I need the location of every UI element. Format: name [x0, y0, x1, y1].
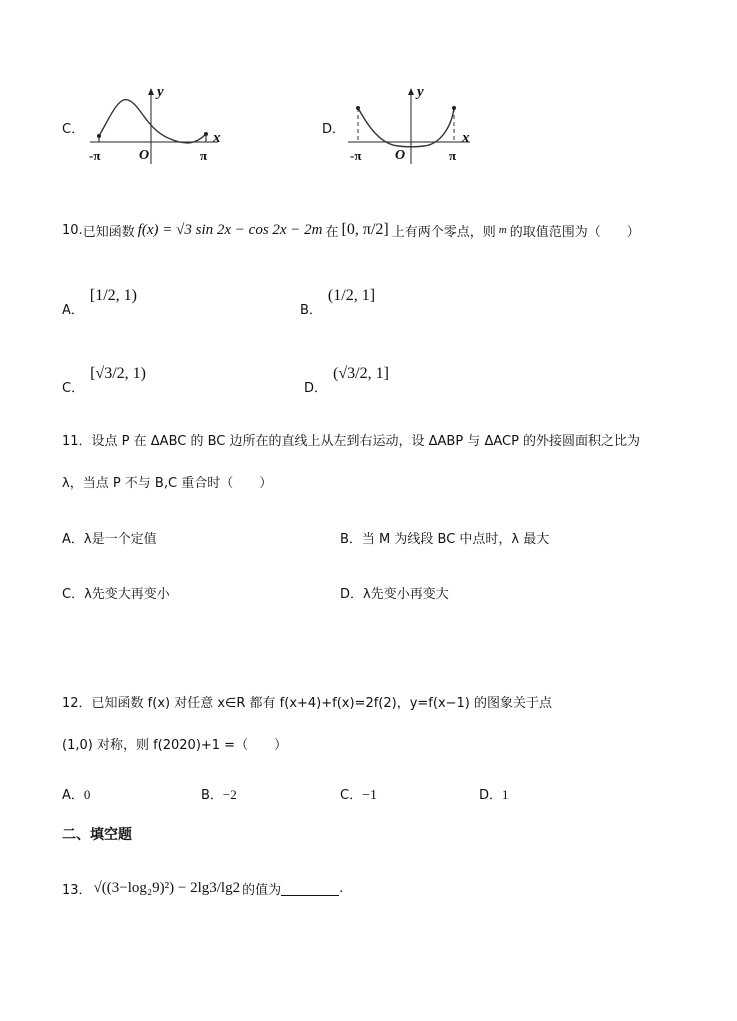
q10-interval: [0, π/2]	[341, 221, 389, 238]
q9-d-pi: π	[449, 148, 457, 163]
q12-option-d[interactable]	[479, 784, 509, 803]
option-text: λ先变大再变小	[84, 587, 170, 602]
q10-text-post: 上有两个零点，则	[391, 224, 496, 240]
q11-option-d[interactable]	[340, 583, 449, 602]
curve	[99, 100, 206, 143]
q10-var-m: m	[498, 224, 507, 236]
q10-text-end: 的取值范围为（ ）	[509, 224, 640, 240]
q10-number: 10.	[62, 222, 83, 238]
q10-option-a[interactable]	[62, 272, 137, 320]
q9-c-x-label: x	[213, 130, 221, 146]
endpoint-left	[356, 106, 360, 110]
q11-line1-text: 设点 P 在 ΔABC 的 BC 边所在的直线上从左到右运动，设 ΔABP 与 ΔACP 的外接圆面积之比为	[91, 434, 641, 449]
q11-option-c[interactable]	[62, 583, 170, 602]
q9-option-d-label: D．	[322, 122, 346, 137]
curve	[358, 108, 454, 147]
option-text: 当 M 为线段 BC 中点时，λ 最大	[361, 532, 550, 547]
y-axis-arrow	[148, 88, 154, 95]
q9-c-pi: π	[200, 148, 208, 163]
q10-option-d[interactable]	[304, 350, 389, 398]
option-label: B．	[300, 303, 322, 318]
q9-d-x-label: x	[462, 130, 470, 146]
option-text: λ是一个定值	[83, 532, 157, 547]
section-title-fill-in: 二、填空题	[62, 827, 132, 843]
q11-stem-line2: λ，当点 P 不与 B,C 重合时（ ）	[62, 476, 273, 491]
q10-text-mid: 在	[325, 224, 339, 240]
option-math: [1/2, 1)	[89, 287, 138, 304]
option-label: B．	[340, 532, 362, 547]
option-label: D．	[304, 381, 328, 396]
option-text: −1	[362, 788, 377, 803]
option-label: A．	[62, 303, 84, 318]
q9-c-origin: O	[139, 148, 150, 163]
option-math: (√3/2, 1]	[333, 365, 389, 382]
q11-stem-line1	[62, 430, 640, 449]
endpoint-right	[452, 106, 456, 110]
q11-option-b[interactable]	[340, 528, 549, 547]
option-label: C．	[62, 381, 85, 396]
q13-text-end: .	[339, 880, 344, 896]
q10-text-pre: 已知函数	[82, 224, 135, 240]
q9-option-c-label: C．	[62, 122, 85, 137]
q10-stem	[62, 200, 640, 260]
endpoint-left	[97, 134, 101, 138]
q9-d-neg-pi: -π	[350, 148, 362, 163]
q12-option-a[interactable]	[62, 784, 90, 803]
option-text: 0	[83, 787, 91, 802]
q12-stem-line2: (1,0) 对称，则 f(2020)+1 =（ ）	[62, 738, 288, 753]
option-label: C．	[62, 587, 85, 602]
q12-line1-text: 已知函数 f(x) 对任意 x∈R 都有 f(x+4)+f(x)=2f(2)，y=f(x−1) 的图象关于点	[91, 696, 553, 711]
q12-option-c[interactable]	[340, 784, 377, 804]
q11-number: 11．	[62, 434, 92, 449]
q12-option-b[interactable]	[201, 784, 237, 803]
y-axis-arrow	[408, 88, 414, 95]
option-text: λ先变小再变大	[363, 587, 449, 602]
q10-option-c[interactable]	[62, 350, 146, 398]
option-label: A．	[62, 788, 84, 803]
q13-number: 13．	[62, 882, 92, 898]
q9-option-d-graph	[348, 86, 478, 168]
q10-function: f(x) = √3 sin 2x − cos 2x − 2m	[137, 221, 323, 238]
option-math: (1/2, 1]	[327, 287, 376, 304]
q9-c-y-label: y	[157, 84, 164, 100]
option-text: −2	[222, 787, 237, 802]
q13-stem	[62, 868, 343, 908]
option-label: B．	[201, 788, 223, 803]
q9-d-origin: O	[395, 148, 406, 163]
q13-answer-blank[interactable]	[281, 881, 339, 896]
option-label: C．	[340, 788, 363, 803]
option-text: 1	[502, 787, 509, 802]
q11-option-a[interactable]	[62, 528, 157, 547]
option-label: D．	[340, 587, 364, 602]
q13-text-post: 的值为	[242, 882, 282, 898]
option-label: A．	[62, 532, 84, 547]
q10-option-b[interactable]	[300, 272, 375, 320]
option-math: [√3/2, 1)	[90, 365, 146, 382]
q12-number: 12．	[62, 696, 92, 711]
q12-stem-line1	[62, 692, 552, 711]
q9-c-neg-pi: -π	[89, 148, 101, 163]
option-label: D．	[479, 788, 503, 803]
q13-expression: √((3−log₂9)²) − 2lg3/lg2	[93, 879, 241, 896]
q9-d-y-label: y	[417, 84, 424, 100]
